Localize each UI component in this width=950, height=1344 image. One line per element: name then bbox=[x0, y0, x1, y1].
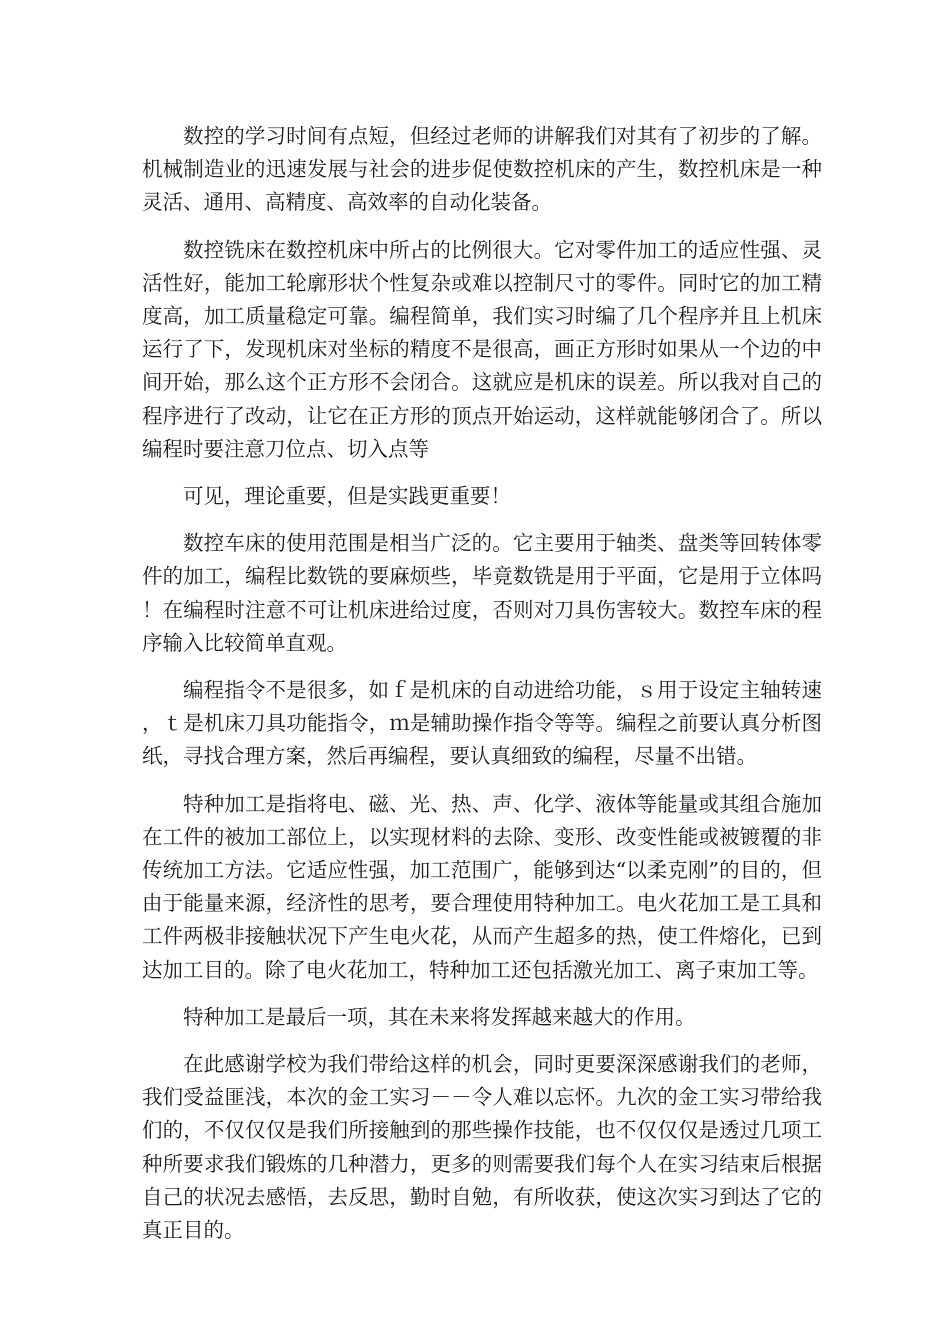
paragraph-cnc-milling: 数控铣床在数控机床中所占的比例很大。它对零件加工的适应性强、灵活性好，能加工轮廓形状个性复杂或难以控制尺寸的零件。同时它的加工精度高，加工质量稳定可靠。编程简单，我们实习时编了几个程序并且上机床运行了下，发现机床对坐标的精度不是很高，画正方形时如果从一个边的中间开始，那么这个正方形不会闭合。这就应是机床的误差。所以我对自己的程序进行了改动，让它在正方形的顶点开始运动，这样就能够闭合了。所以编程时要注意刀位点、切入点等 bbox=[142, 237, 822, 461]
paragraph-cnc-intro: 数控的学习时间有点短，但经过老师的讲解我们对其有了初步的了解。机械制造业的迅速发展与社会的进步促使数控机床的产生，数控机床是一种灵活、通用、高精度、高效率的自动化装备。 bbox=[142, 124, 822, 215]
paragraph-theory-practice: 可见，理论重要，但是实践更重要！ bbox=[183, 484, 511, 509]
document-body bbox=[142, 120, 822, 1261]
paragraph-cnc-lathe: 数控车床的使用范围是相当广泛的。它主要用于轴类、盘类等回转体零件的加工，编程比数铣的要麻烦些，毕竟数铣是用于平面，它是用于立体吗！在编程时注意不可让机床进给过度，否则对刀具伤害较大。数控车床的程序输入比较简单直观。 bbox=[142, 531, 822, 655]
paragraph-special-machining-future: 特种加工是最后一项，其在未来将发挥越来越大的作用。 bbox=[183, 1004, 696, 1029]
paragraph-programming-commands: 编程指令不是很多，如ｆ是机床的自动进给功能，ｓ用于设定主轴转速，ｔ是机床刀具功能指令，ｍ是辅助操作指令等等。编程之前要认真分析图纸，寻找合理方案，然后再编程，要认真细致的编程，尽量不出错。 bbox=[142, 678, 822, 769]
paragraph-special-machining: 特种加工是指将电、磁、光、热、声、化学、液体等能量或其组合施加在工件的被加工部位上，以实现材料的去除、变形、改变性能或被镀覆的非传统加工方法。它适应性强，加工范围广，能够到达“以柔克刚”的目的，但由于能量来源，经济性的思考，要合理使用特种加工。电火花加工是工具和工件两极非接触状况下产生电火花，从而产生超多的热，使工件熔化，已到达加工目的。除了电火花加工，特种加工还包括激光加工、离子束加工等。 bbox=[142, 791, 822, 982]
paragraph-acknowledgement: 在此感谢学校为我们带给这样的机会，同时更要深深感谢我们的老师，我们受益匪浅，本次的金工实习－－令人难以忘怀。九次的金工实习带给我们的，不仅仅仅是我们所接触到的那些操作技能，也不仅仅仅是透过几项工种所要求我们锻炼的几种潜力，更多的则需要我们每个人在实习结束后根据自己的状况去感悟，去反思，勤时自勉，有所收获，使这次实习到达了它的真正目的。 bbox=[142, 1052, 822, 1243]
